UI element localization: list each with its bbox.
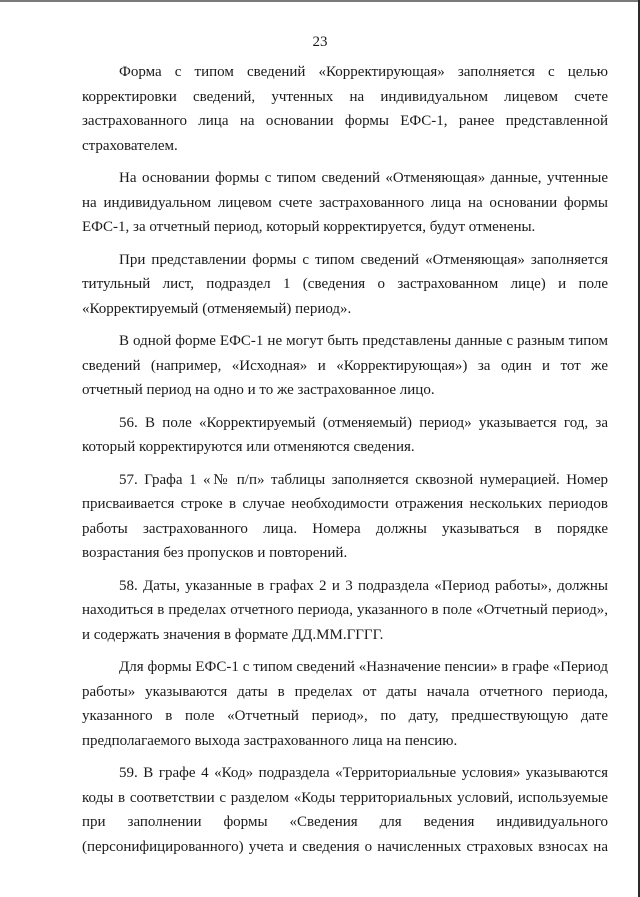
paragraph-cancelling-form-fill: При представлении формы с типом сведений «Отменяющая» заполняется титульный лист, подраздел 1 (сведения о застрахованном лице) и поле «Корректируемый (отменяемый) период».	[82, 251, 608, 317]
paragraph-corrective-form: Форма с типом сведений «Корректирующая» заполняется с целью корректировки сведений, учтенных на индивидуальном лицевом счете застрахованного лица на основании формы ЕФС-1, ранее представленной страхователем.	[82, 64, 608, 154]
page-number: 23	[312, 34, 328, 50]
paragraph-item-57: 57. Графа 1 «№ п/п» таблицы заполняется сквозной нумерацией. Номер присваивается строке в случае необходимости отражения нескольких периодов работы застрахованного лица. Номера должны указываться в порядке возрастания без пропусков и повторений.	[82, 471, 608, 561]
document-body	[82, 60, 608, 867]
page-top-edge	[0, 0, 640, 2]
paragraph-single-form-restriction: В одной форме ЕФС-1 не могут быть представлены данные с разным типом сведений (например, «Исходная» и «Корректирующая») за один и тот же отчетный период на одно и то же застрахованное лицо.	[82, 333, 608, 398]
paragraph-item-56: 56. В поле «Корректируемый (отменяемый) период» указывается год, за который корректируются или отменяются сведения.	[82, 414, 608, 455]
paragraph-pension-dates: Для формы ЕФС-1 с типом сведений «Назначение пенсии» в графе «Период работы» указываются даты в пределах от даты начала отчетного периода, указанного в поле «Отчетный период», по дату, предшествующую дате предполагаемого выхода застрахованного лица на пенсию.	[82, 659, 608, 749]
paragraph-cancelling-form: На основании формы с типом сведений «Отменяющая» данные, учтенные на индивидуальном лицевом счете застрахованного лица на основании формы ЕФС-1, за отчетный период, который корректируется, будут отменены.	[82, 170, 608, 235]
paragraph-item-59: 59. В графе 4 «Код» подраздела «Территориальные условия» указываются коды в соответствии с разделом «Коды территориальных условий, используемые при заполнении формы «Сведения для ведения индивидуального (персонифицированного) учета и сведения о начисленных страховых взносах на	[82, 765, 608, 855]
paragraph-item-58: 58. Даты, указанные в графах 2 и 3 подраздела «Период работы», должны находиться в пределах отчетного периода, указанного в поле «Отчетный период», и содержать значения в формате ДД.ММ.ГГГГ.	[82, 577, 608, 643]
